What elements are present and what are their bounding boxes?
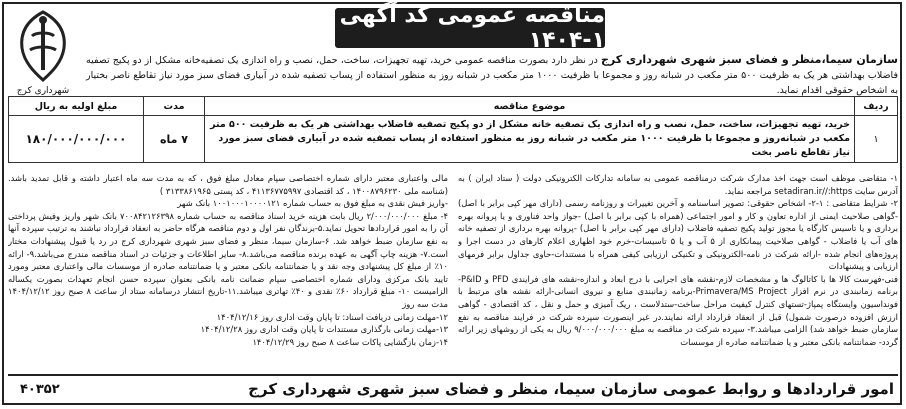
cell-amount: ۱۸۰/۰۰۰/۰۰۰/۰۰۰ (9, 116, 144, 163)
conditions-column-left (8, 172, 448, 372)
tender-table (8, 96, 898, 163)
header-subject: موضوع مناقصه (205, 97, 855, 116)
condition-paragraph: -واریز فیش نقدی به مبلغ فوق به حساب شماره ۱۰۰۱۰۰۰۱۰۰۰۰۱۲۱ بانک شهر (177, 198, 448, 209)
footer (8, 374, 898, 404)
condition-paragraph: ۱۴-زمان بازگشایی پاکات ساعت ۸ صبح روز ۱۴۰۴/۱۲/۲۹ (252, 336, 448, 347)
karaj-municipality-logo (6, 6, 80, 98)
condition-paragraph: ۴- مبلغ ۲/۰۰۰/۰۰۰/۰۰۰ ریال بابت هزینه خرید اسناد مناقصه به حساب شماره ۷۰۰۸۴۲۱۲۶۳۹۸ بانک شهر واریز وفیش پرداختی آن را به امور قراردادها تحویل نماید.۵-برندگان نفر اول و دوم مناقصه هرگاه حاضر به انعقاد قرارداد نباشند به ترتیب سپرده آنها به نفع سازمان ضبط خواهد شد. ۶-سازمان سیما، منظر و فضای سبز شهری شهرداری کرج در رد یا قبول پیشنهادات مختار است.۷- هزینه چاپ آگهی به عهده برنده مناقصه می‌باشد.۸- سایر اطلاعات و جزئیات در اسناد مناقصه مندرج می‌باشد.۹- ارائه ۱۰٪ از مبلغ کل پیشنهادی وجه نقد و یا ضمانتنامه بانکی معتبر و یا ضمانتنامه صادره از موسسات مالی واعتباری معتبر ومورد تایید بانک مرکزی ودارای شماره اختصاصی سپام ضمانت نامه بانکی بعنوان سپرده حسن انجام تعهدات بصورت یکساله الزامیست ۱۰- مبلغ قرارداد ۶۰٪ نقدی و ۴۰٪ تهاتری میباشد.۱۱-تاریخ انتشار درسامانه ستاد از ساعت ۸ صبح روز ۱۴۰۴/۱۲/۱۲ مدت سه روز (8, 210, 448, 309)
condition-paragraph: ۱- متقاضی موظف است جهت اخذ مدارک شرکت درمناقصه عمومی به سامانه تدارکات الکترونیکی دولت ( ستاد ایران ) به آدرس سایت setadiran.ir//:https مراجعه نماید. (458, 173, 898, 196)
cell-subject: خرید، تهیه تجهیزات، ساخت، حمل، نصب و راه اندازی یک تصفیه خانه مشکل از دو پکیج تصفیه فاضلاب بهداشتی هر یک به ظرفیت ۵۰۰ متر مکعب در شبانه‌روز و مجموعا با ظرفیت ۱۰۰۰ متر مکعب در شبانه روز به منظور استفاده از پساب تصفیه شده در آبیاری فضای سبز مورد نیاز تقاطع ناصر بخت (205, 116, 855, 163)
condition-paragraph: ۲- شرایط متقاضی : ۱-۲- اشخاص حقوقی: تصویر اساسنامه و آخرین تغییرات و روزنامه رسمی (دارای مهر کپی برابر با اصل) -گواهی صلاحیت ایمنی از اداره تعاون و کار و امور اجتماعی (همراه با کپی برابر با اصل) -جواز واحد فناوری و یا پروانه بهره برداری و یا تاسیس کارگاه یا مجوز تولید پکیج تصفیه فاضلاب (دارای مهر کپی برابر با اصل) -پروانه بهره برداری از تصفیه خانه های آب یا فاضلاب - گواهی صلاحیت پیمانکاری از ۵ آب و یا ۵ تاسیسات-خرم خود اظهاری اعلام کارهای در دست اجرا و پروژه‌های انجام شده -ارائه شرکت در نامه-الکترونیکی و تکنیکی ارزیابی کیفی همراه با مستندات-حاوی جداول برابر فرمهای ارزیابی و پیشنهادات (458, 198, 898, 272)
cell-duration: ۷ ماه (144, 116, 205, 163)
conditions-section (8, 172, 898, 372)
ad-code: ۴۰۳۵۲ (20, 382, 60, 397)
logo-caption: شهرداری کرج (16, 86, 70, 96)
condition-paragraph: مالی واعتباری معتبر دارای شماره اختصاصی سپام معادل مبلغ فوق ، که به مدت سه ماه اعتبار داشته و قابل تمدید باشد. (شناسه ملی ۱۴۰۰۸۷۹۶۲۳۰ ، کد اقتصادی ۴۱۱۳۶۷۷۵۹۹۷ ، کد پستی ۳۱۳۳۸۶۱۹۶۵ ) (8, 173, 448, 196)
table-row (9, 116, 898, 163)
table-header-row (9, 97, 898, 116)
cell-row-number: ۱ (855, 116, 898, 163)
page-title: مناقصه عمومی کد آگهی ۱-۱۴۰۴ (335, 8, 605, 48)
condition-paragraph: ۱۳-مهلت زمانی بارگذاری مستندات تا پایان وقت اداری روز ۱۴۰۴/۱۲/۲۸ (200, 324, 448, 335)
logo-emblem-icon (6, 6, 80, 86)
intro-paragraph (86, 52, 898, 98)
intro-text: در نظر دارد بصورت مناقصه عمومی خرید، تهیه تجهیزات، ساخت، حمل، نصب و راه اندازی یک تصفیه‌خانه مشکل از دو پکیج تصفیه فاضلاب بهداشتی هر یک به ظرفیت ۵۰۰ متر مکعب در شبانه روز و مجموعا با ظرفیت ۱۰۰۰ متر مکعب در شبانه روز به منظور استفاده از پساب تصفیه شده در آبیاری فضای سبز مورد نیاز تقاطع ناصر بختیار به اشخاص حقوقی اقدام نماید. (86, 55, 898, 96)
footer-department: امور قراردادها و روابط عمومی سازمان سیما، منظر و فضای سبز شهری شهرداری کرج (248, 380, 894, 398)
condition-paragraph: فنی-فهرست کالا ها با کاتالوگ ها و مشخصات لازم-نقشه های اجرایی با درج ابعاد و اندازه-نقشه های فرایندی PFD و P&ID-برنامه زمانبندی در نرم افزار Primavera/MS Project-برنامه زمانبندی منابع و نیروی انسانی-ارائه نقشه های مرتبط با فونداسیون وایستگاه پمپاژ-تستهای کنترل کیفیت مراحل ساخت-ستدلاست ، ریک آمیزی و حمل و نقل ، کد اقتصادی - گواهی ارزش افزوده درصورت شمول) قبل از انعقاد قرارداد ارائه نمایند.در غیر اینصورت سپرده شرکت در فرایند مناقصه به نفع سازمان ضبط خواهد شد) الزامی میباشد.۳- سپرده شرکت در مناقصه به مبلغ ۹/۰۰۰/۰۰۰/۰۰۰ ریال به یکی از روشهای زیر ارائه گردد- ضمانتنامه بانکی معتبر و یا ضمانتنامه صادره از موسسات (458, 273, 898, 347)
condition-paragraph: ۱۲-مهلت زمانی دریافت اسناد: تا پایان وقت اداری روز ۱۴۰۴/۱۲/۱۶ (216, 311, 448, 322)
organization-name: سازمان سیما،منظر و فضای سبز شهری شهرداری کرج (600, 53, 898, 66)
header-row-number: ردیف (855, 97, 898, 116)
header-amount: مبلغ اولیه به ریال (9, 97, 144, 116)
header-duration: مدت (144, 97, 205, 116)
conditions-column-right (458, 172, 898, 372)
